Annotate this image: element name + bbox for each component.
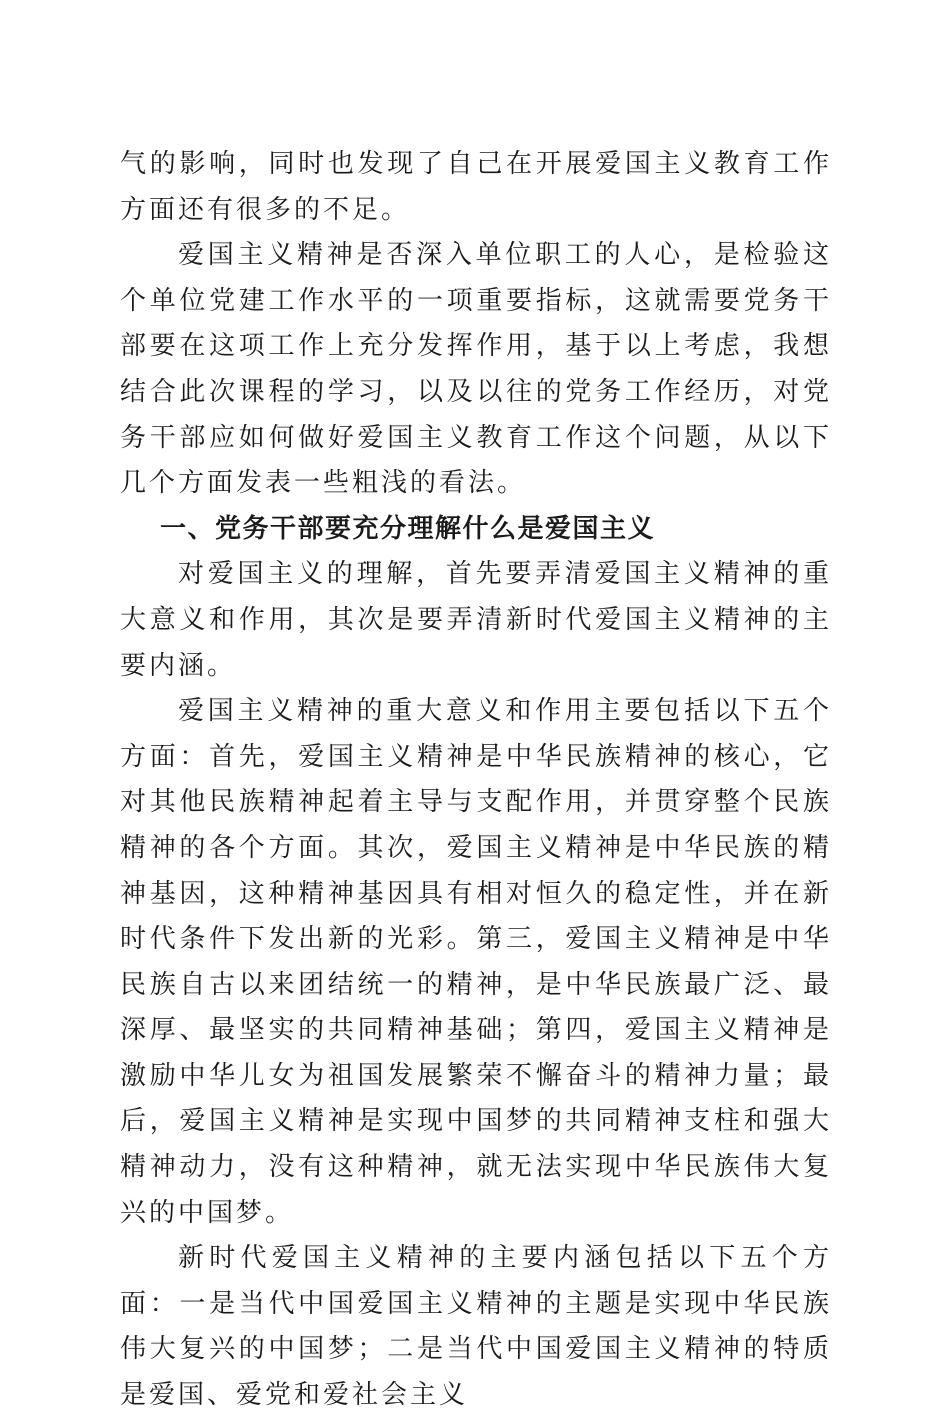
paragraph-continuation: 气的影响，同时也发现了自己在开展爱国主义教育工作方面还有很多的不足。	[120, 149, 832, 225]
paragraph-connotation: 新时代爱国主义精神的主要内涵包括以下五个方面：一是当代中国爱国主义精神的主题是实现中华民族伟大复兴的中国梦；二是当代中国爱国主义精神的特质是爱国、爱党和爱社会主义	[120, 1243, 832, 1411]
paragraph-understanding: 对爱国主义的理解，首先要弄清爱国主义精神的重大意义和作用，其次是要弄清新时代爱国主义精神的主要内涵。	[120, 559, 832, 681]
paragraph-intro: 爱国主义精神是否深入单位职工的人心，是检验这个单位党建工作水平的一项重要指标，这就需要党务干部要在这项工作上充分发挥作用，基于以上考虑，我想结合此次课程的学习，以及以往的党务工作经历，对党务干部应如何做好爱国主义教育工作这个问题，从以下几个方面发表一些粗浅的看法。	[120, 240, 832, 499]
section-heading: 一、党务干部要充分理解什么是爱国主义	[160, 513, 656, 544]
document-body	[120, 142, 832, 1419]
paragraph-significance: 爱国主义精神的重大意义和作用主要包括以下五个方面：首先，爱国主义精神是中华民族精神的核心，它对其他民族精神起着主导与支配作用，并贯穿整个民族精神的各个方面。其次，爱国主义精神是中华民族的精神基因，这种精神基因具有相对恒久的稳定性，并在新时代条件下发出新的光彩。第三，爱国主义精神是中华民族自古以来团结统一的精神，是中华民族最广泛、最深厚、最坚实的共同精神基础；第四，爱国主义精神是激励中华儿女为祖国发展繁荣不懈奋斗的精神力量；最后，爱国主义精神是实现中国梦的共同精神支柱和强大精神动力，没有这种精神，就无法实现中华民族伟大复兴的中国梦。	[120, 696, 832, 1228]
